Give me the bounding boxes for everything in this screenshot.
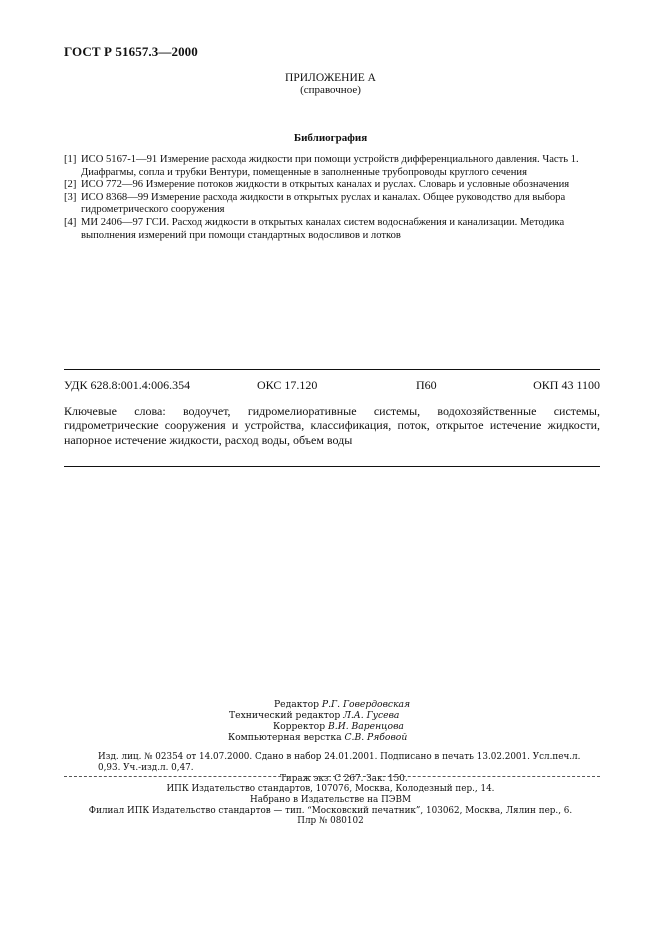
printer-line: Филиал ИПК Издательство стандартов — тип. “Московский печатник”, 103062, Москва, Лялин пер., 6.	[88, 805, 573, 816]
bottom-divider	[64, 466, 600, 467]
corrector-label: Корректор	[273, 721, 326, 732]
dashed-divider	[64, 776, 600, 777]
oks-code: ОКС 17.120	[257, 378, 318, 392]
bibliography-item-number: [3]	[64, 191, 77, 203]
bibliography-title: Библиография	[293, 132, 368, 144]
bibliography-item-text: ИСО 5167-1—91 Измерение расхода жидкости при помощи устройств дифференциального давления. Часть 1. Диафрагмы, сопла и трубки Вентури, помещенные в заполненные трубопроводы круглого сечения	[81, 154, 579, 178]
appendix-subtitle: (справочное)	[300, 84, 361, 96]
printer-line: Плр № 080102	[297, 816, 364, 827]
printer-info	[0, 784, 661, 827]
group-code: П60	[416, 378, 437, 392]
printer-line: Набрано в Издательстве на ПЭВМ	[250, 794, 411, 805]
corrector-name: В.И. Варенцова	[328, 721, 404, 732]
bibliography-item-text: ИСО 772—96 Измерение потоков жидкости в открытых каналах и руслах. Словарь и условные обозначения	[81, 179, 570, 191]
layout-name: С.В. Рябовой	[344, 732, 408, 743]
layout-label: Компьютерная верстка	[228, 732, 342, 743]
bibliography-item-number: [1]	[64, 154, 77, 165]
printer-line: ИПК Издательство стандартов, 107076, Москва, Колодезный пер., 14.	[166, 784, 495, 794]
classification-row	[64, 378, 600, 394]
bibliography-item-number: [2]	[64, 179, 77, 191]
appendix-title: ПРИЛОЖЕНИЕ А	[285, 72, 376, 84]
udk-code: УДК 628.8:001.4:006.354	[64, 378, 191, 392]
bibliography-item	[64, 217, 604, 242]
bibliography-item-text: ИСО 8368—99 Измерение расхода жидкости в открытых руслах и каналах. Общее руководство для выбора гидрометрического сооружения	[81, 191, 566, 216]
tech-editor-name: Л.А. Гусева	[343, 710, 400, 721]
bibliography-item	[64, 192, 604, 217]
bibliography-item-number: [4]	[64, 216, 77, 228]
bibliography-item-text: МИ 2406—97 ГСИ. Расход жидкости в открытых каналах систем водоснабжения и канализации. Методика выполнения измерений при помощи стандартных водосливов и лотков	[81, 216, 565, 241]
top-divider	[64, 369, 600, 370]
publication-line: Изд. лиц. № 02354 от 14.07.2000. Сдано в набор 24.01.2001. Подписано в печать 13.02.2001. Усл.печ.л. 0,93. Уч.-изд.л. 0,47.	[98, 752, 581, 773]
bibliography-item	[64, 154, 604, 179]
bibliography-list	[64, 154, 604, 242]
publication-line: Тираж экз. С 267. Зак. 150.	[280, 773, 408, 784]
keywords: Ключевые слова: водоучет, гидромелиоративные системы, водохозяйственные системы, гидрометрические сооружения и устройства, классификация, поток, открытое истечение жидкости, напорное истечение жидкости, расход воды, объем воды	[64, 404, 600, 447]
editor-label: Редактор	[274, 699, 319, 710]
bibliography-item	[64, 179, 604, 192]
editor-name: Р.Г. Говердовская	[321, 699, 411, 710]
tech-editor-label: Технический редактор	[229, 710, 341, 721]
publication-info	[98, 752, 598, 784]
layout-line	[228, 733, 407, 744]
standard-number: ГОСТ Р 51657.3—2000	[64, 44, 198, 59]
okp-code: ОКП 43 1100	[533, 378, 600, 392]
